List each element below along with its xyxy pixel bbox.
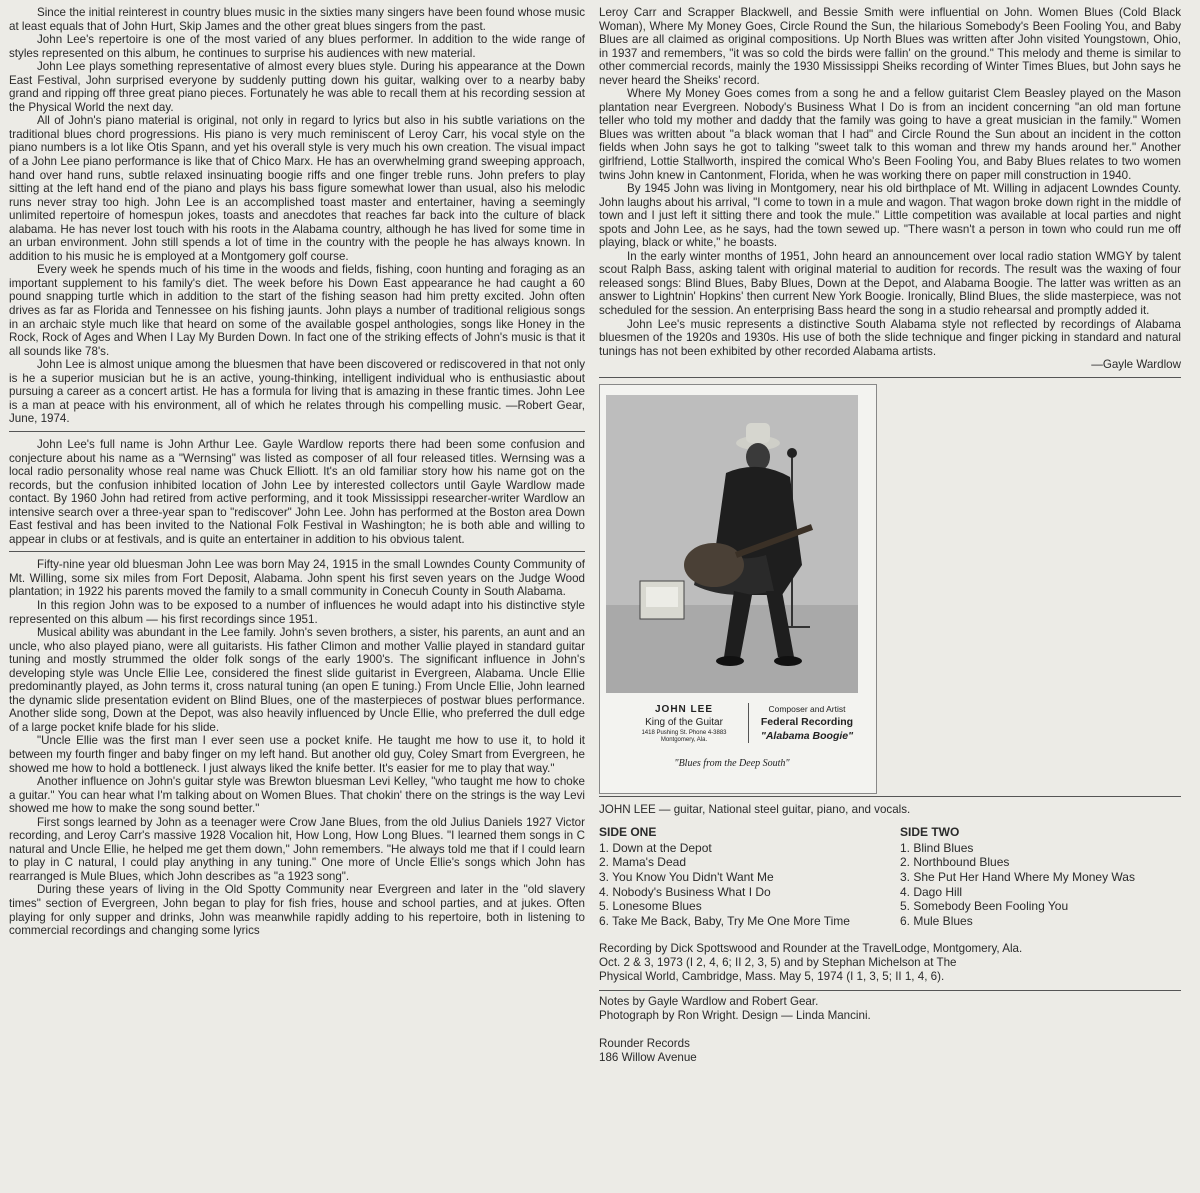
card-subtitle: King of the Guitar bbox=[645, 717, 723, 729]
address-line: Rounder Records bbox=[599, 1037, 690, 1051]
address-line: 186 Willow Avenue bbox=[599, 1051, 697, 1065]
card-address: Montgomery, Ala. bbox=[660, 736, 708, 743]
promo-card bbox=[599, 384, 877, 794]
track-item: 6. Take Me Back, Baby, Try Me One More Time bbox=[599, 913, 850, 928]
paragraph: "Uncle Ellie was the first man I ever seen use a pocket knife. He taught me how to use it, to hold it between my fourth finger and baby finger on my left hand. But another old guy, Coley Smart from Evergreen, he showed me how to hold a bottleneck. I just always liked the knife better. It's easier for me to play that way." bbox=[9, 734, 585, 775]
paragraph: John Lee is almost unique among the bluesmen that have been discovered or rediscovered in that not only is he a superior musician but he is an active, young-thinking, intelligent individual who is enthusiastic about pursuing a career as a concert artist. He has a formula for living that is amazing in these frantic times. John Lee is a man at peace with his environment, all of which he relates through his compelling music. —Robert Gear, June, 1974. bbox=[9, 358, 585, 426]
recording-line: Recording by Dick Spottswood and Rounder at the TravelLodge, Montgomery, Ala. bbox=[599, 942, 1023, 956]
recording-line: Physical World, Cambridge, Mass. May 5, 1974 (I 1, 3, 5; II 1, 4, 6). bbox=[599, 970, 945, 984]
paragraph: Another influence on John's guitar style was Brewton bluesman Levi Kelley, "who taught me how to choke a guitar." You can hear what I'm talking about on Women Blues. That chokin' there on the strings is the way Levi showed me how to make the song sound better." bbox=[9, 775, 585, 816]
essay-gayle-wardlow bbox=[599, 6, 1181, 372]
track-item: 3. You Know You Didn't Want Me bbox=[599, 870, 774, 885]
card-song: "Alabama Boogie" bbox=[760, 729, 854, 742]
side-two-title: SIDE TWO bbox=[900, 825, 960, 840]
track-item: 6. Mule Blues bbox=[900, 913, 973, 928]
card-right bbox=[748, 703, 863, 744]
photo-card bbox=[599, 384, 1181, 796]
side-two bbox=[900, 826, 1180, 928]
card-label: Federal Recording bbox=[760, 716, 854, 729]
card-caption bbox=[606, 699, 858, 779]
track-item: 4. Dago Hill bbox=[900, 884, 963, 899]
card-tagline: "Blues from the Deep South" bbox=[674, 757, 790, 769]
paragraph: Since the initial reinterest in country blues music in the sixties many singers have been found whose music at least equals that of John Hurt, Skip James and the other great blues singers from the past. bbox=[9, 6, 585, 33]
divider bbox=[599, 377, 1181, 378]
paragraph: By 1945 John was living in Montgomery, near his old birthplace of Mt. Willing in adjacent Lowndes County. John laughs about his arrival, "I come to town in a mule and wagon. That wagon broke down right in the middle of town and I just left it sitting there and took the mule." Little competition was available at local parties and night spots and John Lee, as he says, had the town sewed up. "There wasn't a person in town who could run me off playing, black or white," he boasts. bbox=[599, 182, 1181, 250]
card-role: Composer and Artist bbox=[768, 703, 846, 714]
paragraph: During these years of living in the Old Spotty Community near Evergreen and later in the "old slavery times" section of Evergreen, John began to play for fish fries, house and school parties, and at jukes. Often playing for only supper and drinks, John was meanwhile rapidly adding to his repertoire, both in listening to commercial recordings and changing some lyrics bbox=[9, 883, 585, 938]
paragraph: In this region John was to be exposed to a number of influences he would adapt into his distinctive style represented on this album — his first recordings since 1951. bbox=[9, 598, 585, 626]
notes-info bbox=[599, 995, 1181, 1023]
musician-photo bbox=[606, 395, 858, 693]
credits: JOHN LEE — guitar, National steel guitar, piano, and vocals. bbox=[599, 802, 911, 816]
paragraph: Where My Money Goes comes from a song he and a fellow guitarist Clem Beasley played on the Mason plantation near Evergreen. Nobody's Business What I Do is from an incident concerning "an old man fortune teller who told my mother and daddy that the family was going to have a great musician in the family." Women Blues was written about "a black woman that I had" and Circle Round the Sun about an incident in the cotton fields when John says he got to talking "sweet talk to this woman and threw my hands around her." Another girlfriend, Lottie Stallworth, inspired the comical Who's Been Fooling You, and Baby Blues relates to two women twins John knew in Cantonment, Florida, when he was working there on paper mill construction in 1940. bbox=[599, 87, 1181, 182]
paragraph: First songs learned by John as a teenager were Crow Jane Blues, from the old Julius Daniels 1927 Victor recording, and Leroy Carr's massive 1928 Vocalion hit, How Long, How Long Blues. "I learned them songs in C natural and Uncle Ellie, he helped me get them down," John remembers. "He always told me that if I could learn to play in C natural, I could play anything in any tuning." One more of Uncle Ellie's songs which John has rearranged is Mule Blues, which John describes as "a 1923 song". bbox=[9, 815, 585, 883]
track-item: 2. Northbound Blues bbox=[900, 855, 1010, 870]
name-note bbox=[9, 438, 585, 546]
divider bbox=[599, 990, 1181, 991]
divider bbox=[9, 431, 585, 432]
track-item: 5. Somebody Been Fooling You bbox=[900, 899, 1069, 914]
notes-line: Photograph by Ron Wright. Design — Linda Mancini. bbox=[599, 1009, 871, 1023]
essay-robert-gear bbox=[9, 6, 585, 426]
card-address: 1418 Pushing St. Phone 4-3883 bbox=[641, 729, 727, 736]
track-item: 1. Down at the Depot bbox=[599, 840, 712, 855]
paragraph: All of John's piano material is original, not only in regard to lyrics but also in his subtle variations on the traditional blues chord progressions. His piano is very much reminiscent of Leroy Carr, his vocal style on the piano numbers is a lot like Otis Spann, and yet his overall style is very much his own creation. The visual impact of a John Lee piano performance is like that of Chico Marx. He has an overwhelming grand sweeping approach, hand over hand runs, subtle relaxed insinuating boogie riffs and one finger treble runs. John prefers to play sitting at the left hand end of the piano and plays his bass figure somewhat lower than usual, also his melodic runs never stray too high. John Lee is an accomplished toast master and entertainer, having a seemingly unlimited repertoire of homespun jokes, toasts and anecdotes that reaches far back into the culture of black alabama. He has never lost touch with his roots in the Alabama country, although he has lived for some time in an urban environment. John still spends a lot of time in the country with the people he has always known. In addition to his music he is employed at a Montgomery golf course. bbox=[9, 114, 585, 263]
paragraph: John Lee's full name is John Arthur Lee. Gayle Wardlow reports there had been some confusion and conjecture about his name as a "Wernsing" was listed as composer of all four released titles. Wernsing was a local radio personality whose real name was Chuck Elliott. It's an old familiar story how his name got on the records, but the confusion inhibited location of John Lee by interested collectors until Gayle Wardlow made contact. By 1960 John had retired from active performing, and it took Mississippi researcher-writer Wardlow an intensive search over a three-year span to "rediscover" John Lee. John has performed at the Boston area Down East festival and has been invited to the National Folk Festival in Washington; he is both able and willing to appear in clubs or at festivals, and is quite an entertainer in addition to his obvious talent. bbox=[9, 437, 585, 546]
track-listing bbox=[599, 826, 1181, 936]
notes-line: Notes by Gayle Wardlow and Robert Gear. bbox=[599, 995, 819, 1009]
track-item: 2. Mama's Dead bbox=[599, 855, 686, 870]
paragraph: Musical ability was abundant in the Lee family. John's seven brothers, a sister, his parents, an aunt and an uncle, who also played piano, were all guitarists. His father Climon and mother Vallie played in standard guitar tuning and mostly strummed the older folk songs of the early 1900's. The significant influence in John's developing style was Uncle Ellie Lee, considered the finest slide guitarist in Evergreen, Alabama. Uncle Ellie predominantly played, as John terms it, cross natural tuning (an open E tuning.) From Uncle Ellie, John learned the dynamic slide presentation evident on Blind Blues, one of the masterpieces of postwar blues performance. Another slide song, Down at the Depot, was also heavily influenced by Uncle Ellie, who preferred the dull edge of a large pocket knife blade for his slide. bbox=[9, 626, 585, 734]
right-column bbox=[599, 6, 1181, 1065]
divider bbox=[9, 551, 585, 552]
biography bbox=[9, 558, 585, 937]
card-name: JOHN LEE bbox=[654, 703, 713, 715]
card-left bbox=[624, 703, 744, 744]
paragraph: John Lee plays something representative of almost every blues style. During his appearance at the Down East Festival, John surprised everyone by suddenly putting down his guitar, walking over to a nearby baby grand and ripping off three great piano pieces. Fortunately he was able to recall them at his recording session at the Physical World the next day. bbox=[9, 60, 585, 114]
paragraph: Every week he spends much of his time in the woods and fields, fishing, coon hunting and foraging as an important supplement to his family's diet. The week before his Down East appearance he had caught a 60 pound snapping turtle which in addition to the start of the fishing season had him pretty excited. John often drives as far as Florida and Tennessee on his fishing jaunts. John plays a number of traditional religious songs in an archaic style much like that heard on some of the available gospel anthologies, songs like Honey in the Rock, Rock of Ages and When I Lay My Burden Down. In fact one of the striking effects of John's music is that it all sounds like 78's. bbox=[9, 263, 585, 358]
signature: —Gayle Wardlow bbox=[1091, 358, 1181, 372]
track-item: 4. Nobody's Business What I Do bbox=[599, 884, 771, 899]
label-address bbox=[599, 1037, 1181, 1065]
side-one-title: SIDE ONE bbox=[599, 825, 657, 840]
recording-info bbox=[599, 942, 1181, 984]
paragraph: Fifty-nine year old bluesman John Lee was born May 24, 1915 in the small Lowndes County Community of Mt. Willing, some six miles from Fort Deposit, Alabama. John spent his first seven years on the Judge Wood plantation; in 1922 his parents moved the family to a small community in Conecuh County in South Alabama. bbox=[9, 558, 585, 599]
recording-line: Oct. 2 & 3, 1973 (I 2, 4, 6; II 2, 3, 5) and by Stephan Michelson at The bbox=[599, 956, 957, 970]
paragraph: John Lee's music represents a distinctive South Alabama style not reflected by recordings of Alabama bluesmen of the 1920s and 1930s. His use of both the slide technique and finger picking in standard and natural tunings has not been exhibited by other recorded Alabama artists. bbox=[599, 317, 1181, 358]
paragraph: In the early winter months of 1951, John heard an announcement over local radio station WMGY by talent scout Ralph Bass, asking talent with original material to audition for records. The result was the waxing of four released songs: Blind Blues, Baby Blues, Down at the Depot, and Alabama Boogie. The latter was written as an answer to Lightnin' Hopkins' then current New York Boogie. Ironically, Blind Blues, the slide masterpiece, was not scheduled for the session. An enterprising Bass heard the song in a studio rehearsal and promptly added it. bbox=[599, 249, 1181, 318]
left-column bbox=[9, 6, 585, 938]
track-item: 1. Blind Blues bbox=[900, 840, 974, 855]
side-one bbox=[599, 826, 899, 928]
divider bbox=[599, 796, 1181, 797]
track-item: 3. She Put Her Hand Where My Money Was bbox=[900, 870, 1135, 885]
paragraph: John Lee's repertoire is one of the most varied of any blues performer. In addition to the wide range of styles represented on this album, he continues to surprise his audiences with new material. bbox=[9, 33, 585, 60]
paragraph: Leroy Carr and Scrapper Blackwell, and Bessie Smith were influential on John. Women Blues (Cold Black Woman), Where My Money Goes, Circle Round the Sun, the hilarious Somebody's Been Fooling You, and Baby Blues are all claimed as original compositions. Up North Blues was written after John visited Youngstown, Ohio, in 1937 and remembers, "it was so cold the birds were fallin' on the ground." This melody and theme is similar to other commercial records, mainly the 1930 Mississippi Sheiks recording of Winter Times Blues, but John says he never heard the Sheiks' record. bbox=[599, 6, 1181, 87]
track-item: 5. Lonesome Blues bbox=[599, 899, 702, 914]
